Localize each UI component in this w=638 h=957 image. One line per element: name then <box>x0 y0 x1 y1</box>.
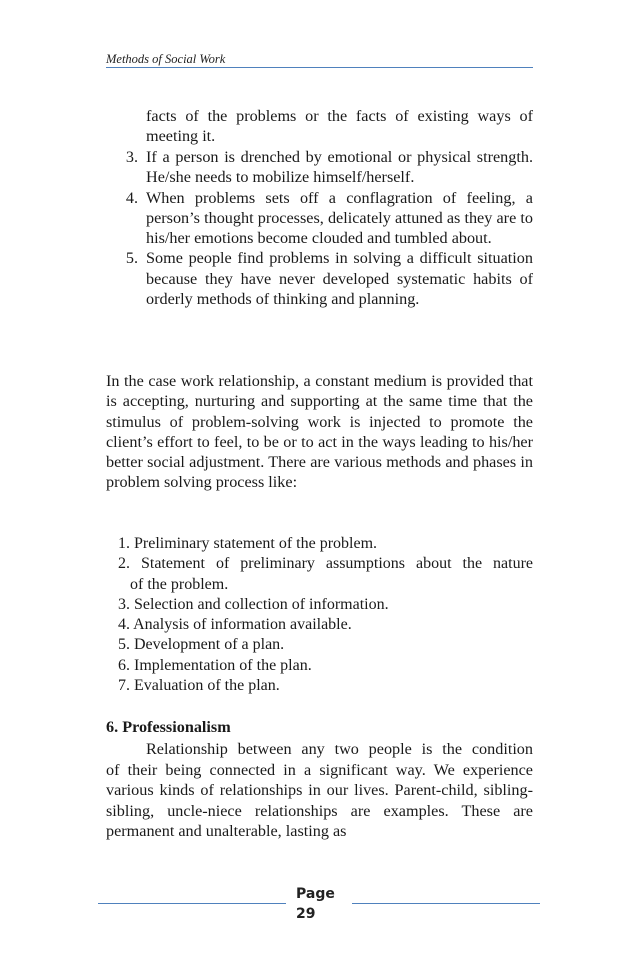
list-item-text: Some people find problems in solving a difficult situation because they have never developed systematic habits of orderly methods of thinking and planning. <box>146 249 533 309</box>
step-item: 6. Implementation of the plan. <box>118 656 312 674</box>
running-header: Methods of Social Work <box>106 52 226 66</box>
step-item-continuation: of the problem. <box>130 575 229 593</box>
continuation-line-1: facts of the problems or the facts of existing ways of <box>146 107 533 125</box>
list-item <box>108 248 533 309</box>
footer-rule-right <box>352 903 540 904</box>
list-item-number: 3. <box>125 148 138 166</box>
step-item: 5. Development of a plan. <box>118 636 285 654</box>
step-item: 1. Preliminary statement of the problem. <box>118 535 378 552</box>
list-item-text: If a person is drenched by emotional or physical strength. He/she needs to mobilize himself/herself. <box>146 148 533 187</box>
numbered-list <box>108 147 533 309</box>
step-item: 7. Evaluation of the plan. <box>118 677 280 695</box>
continuation-line-2: meeting it. <box>146 127 216 145</box>
section-paragraph: of their being connected in a significant way. We experience various kinds of relationships in our lives. Parent-child, sibling-sibling, uncle-niece relationships are examples. These are permanent and unalterable, lasting as <box>106 761 533 840</box>
step-item: 3. Selection and collection of information. <box>118 595 389 613</box>
step-item: 4. Analysis of information available. <box>118 616 352 634</box>
list-item <box>108 147 533 188</box>
list-item <box>108 188 533 249</box>
step-item: 2. Statement of preliminary assumptions about the nature <box>118 555 533 573</box>
body-paragraph: In the case work relationship, a constant medium is provided that is accepting, nurturing and supporting at the same time that the stimulus of problem-solving work is injected to promote the client’s effort to feel, to be or to act in the ways leading to his/her better social adjustment. There are various methods and phases in problem solving process like: <box>106 372 533 492</box>
list-item-text: When problems sets off a conflagration of feeling, a person’s thought processes, delicately attuned as they are to his/her emotions become clouded and tumbled about. <box>146 188 533 248</box>
page-number: 29 <box>296 906 316 922</box>
page-number-block <box>296 884 336 924</box>
problem-solving-steps <box>118 534 533 696</box>
section-first-line: Relationship between any two people is the condition <box>146 740 533 758</box>
header-rule <box>106 67 533 68</box>
list-item-number: 5. <box>125 249 138 268</box>
section-heading: 6. Professionalism <box>106 718 231 736</box>
page-label: Page <box>296 886 335 902</box>
footer-rule-left <box>98 903 286 904</box>
list-item-number: 4. <box>125 188 138 207</box>
